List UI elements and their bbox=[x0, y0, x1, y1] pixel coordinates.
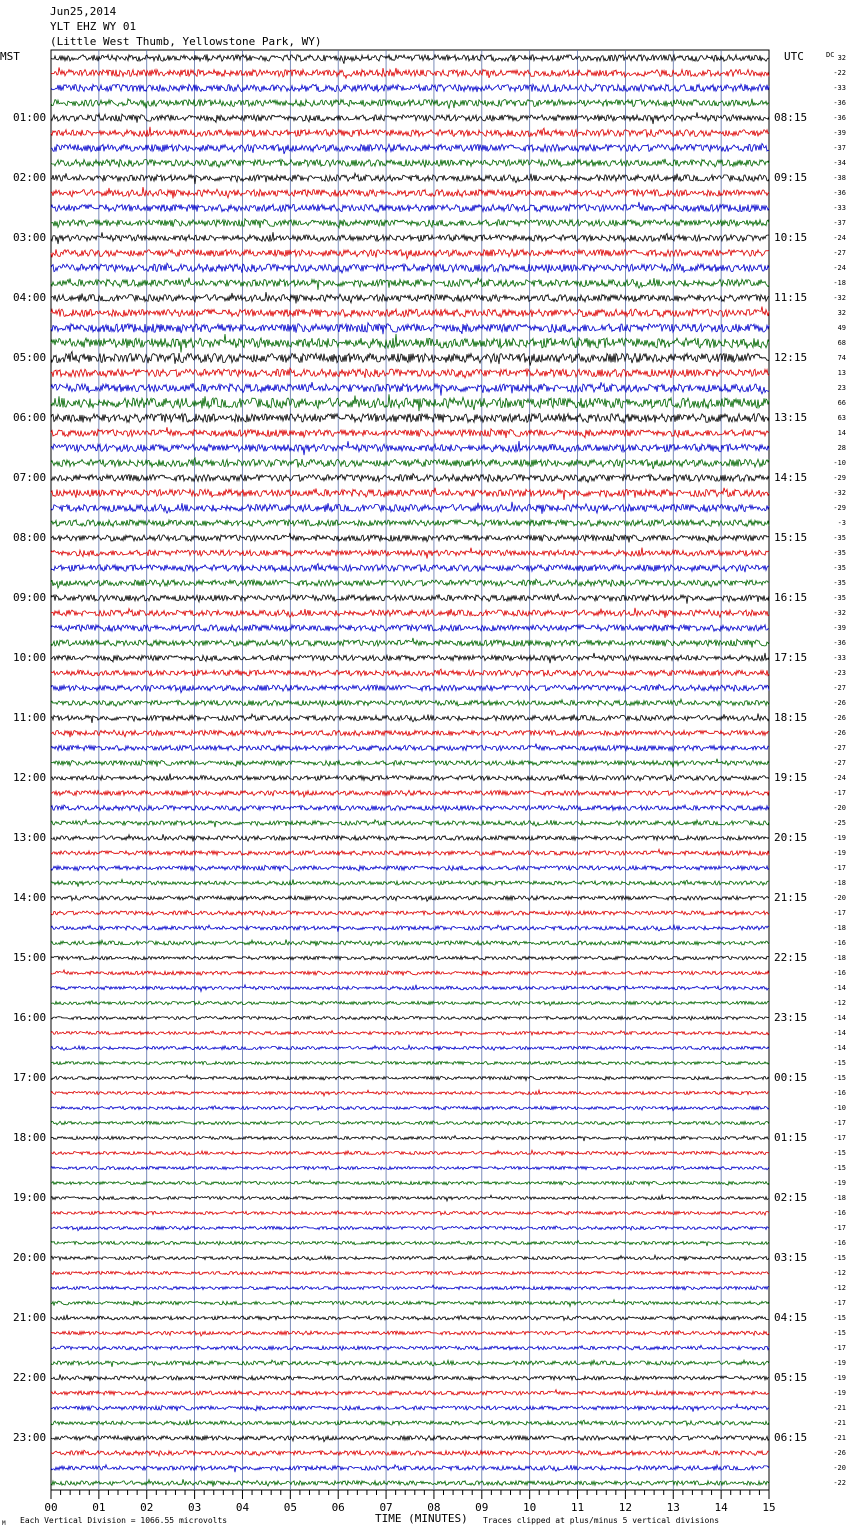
seismic-trace bbox=[51, 985, 769, 992]
scale-note: Each Vertical Division = 1066.55 microvolts bbox=[20, 1516, 228, 1525]
dc-offset-label: -27 bbox=[833, 684, 846, 692]
seismic-trace bbox=[51, 1075, 769, 1080]
right-hour-label: 03:15 bbox=[774, 1251, 808, 1264]
dc-offset-label: -17 bbox=[833, 864, 846, 872]
right-hour-label: 21:15 bbox=[774, 891, 808, 904]
seismic-trace bbox=[51, 187, 769, 198]
dc-header-label: DC bbox=[826, 51, 835, 59]
dc-offset-label: 14 bbox=[837, 429, 846, 437]
dc-offset-label: -24 bbox=[833, 774, 846, 782]
right-hour-label: 00:15 bbox=[774, 1071, 808, 1084]
x-tick-label: 03 bbox=[187, 1501, 202, 1514]
dc-offset-label: -15 bbox=[833, 1164, 846, 1172]
seismic-trace bbox=[51, 579, 769, 588]
dc-offset-label: -17 bbox=[833, 909, 846, 917]
dc-offset-label: -16 bbox=[833, 1209, 846, 1217]
seismic-trace bbox=[51, 759, 769, 768]
seismic-trace bbox=[51, 1315, 769, 1321]
seismic-trace bbox=[51, 849, 769, 855]
seismic-trace bbox=[51, 1479, 769, 1486]
dc-offset-label: -18 bbox=[833, 954, 846, 962]
seismic-trace bbox=[51, 865, 769, 871]
dc-offset-label: -3 bbox=[837, 519, 846, 527]
seismic-trace bbox=[51, 1450, 769, 1456]
seismic-trace bbox=[51, 1300, 769, 1307]
seismic-trace bbox=[51, 520, 769, 527]
dc-offset-label: -14 bbox=[833, 1014, 846, 1022]
seismic-trace bbox=[51, 382, 769, 396]
dc-offset-label: -17 bbox=[833, 1344, 846, 1352]
seismic-trace bbox=[51, 232, 769, 244]
seismic-trace bbox=[51, 1404, 769, 1411]
right-hour-label: 10:15 bbox=[774, 231, 808, 244]
seismic-trace bbox=[51, 368, 769, 378]
x-tick-label: 14 bbox=[714, 1501, 728, 1514]
dc-offset-label: 32 bbox=[837, 54, 846, 62]
dc-offset-label: -37 bbox=[833, 144, 846, 152]
dc-offset-label: -24 bbox=[833, 264, 846, 272]
left-hour-label: 17:00 bbox=[13, 1071, 47, 1084]
seismic-trace bbox=[51, 1121, 769, 1125]
dc-offset-label: -19 bbox=[833, 1359, 846, 1367]
right-hour-label: 19:15 bbox=[774, 771, 808, 784]
seismic-trace bbox=[51, 1331, 769, 1336]
seismic-trace bbox=[51, 1419, 769, 1425]
right-hour-label: 06:15 bbox=[774, 1431, 808, 1444]
dc-offset-label: 28 bbox=[837, 444, 846, 452]
seismic-trace bbox=[51, 730, 769, 737]
seismic-trace bbox=[51, 202, 769, 212]
seismic-trace bbox=[51, 653, 769, 663]
dc-offset-label: -17 bbox=[833, 789, 846, 797]
dc-offset-label: -26 bbox=[833, 729, 846, 737]
right-hour-label: 15:15 bbox=[774, 531, 808, 544]
dc-offset-label: 13 bbox=[837, 369, 846, 377]
left-hour-label: 13:00 bbox=[13, 831, 47, 844]
dc-offset-label: -35 bbox=[833, 579, 846, 587]
seismic-trace bbox=[51, 352, 769, 366]
seismic-trace bbox=[51, 1465, 769, 1472]
right-timezone-label: UTC bbox=[784, 50, 804, 63]
seismic-trace bbox=[51, 564, 769, 573]
dc-offset-label: -10 bbox=[833, 1104, 846, 1112]
dc-offset-label: -34 bbox=[833, 159, 846, 167]
x-tick-label: 01 bbox=[92, 1501, 106, 1514]
seismic-trace bbox=[51, 1045, 769, 1050]
dc-offset-label: -15 bbox=[833, 1074, 846, 1082]
dc-offset-label: -29 bbox=[833, 474, 846, 482]
dc-offset-label: 68 bbox=[837, 339, 846, 347]
x-tick-label: 06 bbox=[331, 1501, 345, 1514]
seismic-trace bbox=[51, 334, 769, 353]
dc-offset-label: -32 bbox=[833, 294, 846, 302]
right-hour-label: 18:15 bbox=[774, 711, 808, 724]
seismic-trace bbox=[51, 970, 769, 976]
clip-note: Traces clipped at plus/minus 5 vertical divisions bbox=[483, 1516, 720, 1525]
dc-offset-label: -36 bbox=[833, 189, 846, 197]
seismic-trace bbox=[51, 1390, 769, 1396]
seismic-trace bbox=[51, 1136, 769, 1141]
seismic-trace bbox=[51, 1375, 769, 1382]
seismic-trace bbox=[51, 307, 769, 318]
left-hour-label: 14:00 bbox=[13, 891, 47, 904]
dc-offset-label: -16 bbox=[833, 969, 846, 977]
seismic-trace bbox=[51, 414, 769, 423]
left-hour-label: 08:00 bbox=[13, 531, 47, 544]
left-hour-label: 05:00 bbox=[13, 351, 47, 364]
dc-offset-label: -20 bbox=[833, 1464, 846, 1472]
dc-offset-label: -35 bbox=[833, 594, 846, 602]
left-hour-label: 18:00 bbox=[13, 1131, 47, 1144]
dc-offset-label: -19 bbox=[833, 1389, 846, 1397]
x-tick-label: 09 bbox=[475, 1501, 489, 1514]
left-hour-label: 12:00 bbox=[13, 771, 47, 784]
dc-offset-label: -19 bbox=[833, 849, 846, 857]
seismic-trace bbox=[51, 84, 769, 92]
seismic-trace bbox=[51, 1180, 769, 1185]
dc-offset-label: -14 bbox=[833, 1029, 846, 1037]
seismic-trace bbox=[51, 820, 769, 827]
dc-offset-label: -22 bbox=[833, 1479, 846, 1487]
right-hour-label: 08:15 bbox=[774, 111, 808, 124]
dc-offset-label: -33 bbox=[833, 84, 846, 92]
left-hour-label: 19:00 bbox=[13, 1191, 47, 1204]
x-tick-label: 11 bbox=[570, 1501, 585, 1514]
seismic-trace bbox=[51, 834, 769, 841]
dc-offset-label: -33 bbox=[833, 654, 846, 662]
dc-offset-label: -23 bbox=[833, 669, 846, 677]
seismic-trace bbox=[51, 1195, 769, 1201]
seismic-trace bbox=[51, 533, 769, 543]
seismic-trace bbox=[51, 278, 769, 290]
x-tick-label: 02 bbox=[140, 1501, 154, 1514]
seismic-trace bbox=[51, 323, 769, 334]
left-hour-label: 22:00 bbox=[13, 1371, 47, 1384]
left-timezone-label: MST bbox=[0, 50, 20, 63]
x-tick-label: 05 bbox=[283, 1501, 297, 1514]
seismic-trace bbox=[51, 548, 769, 559]
left-hour-label: 15:00 bbox=[13, 951, 47, 964]
seismic-trace bbox=[51, 594, 769, 604]
seismic-trace bbox=[51, 112, 769, 124]
seismic-trace bbox=[51, 1106, 769, 1111]
dc-offset-label: -33 bbox=[833, 204, 846, 212]
seismic-trace bbox=[51, 805, 769, 811]
dc-offset-label: -15 bbox=[833, 1314, 846, 1322]
dc-offset-label: 23 bbox=[837, 384, 846, 392]
seismic-trace bbox=[51, 608, 769, 618]
seismic-trace bbox=[51, 219, 769, 228]
left-hour-label: 20:00 bbox=[13, 1251, 47, 1264]
seismic-trace bbox=[51, 925, 769, 932]
seismic-trace bbox=[51, 458, 769, 469]
seismic-trace bbox=[51, 159, 769, 168]
dc-offset-label: -36 bbox=[833, 99, 846, 107]
dc-offset-label: -12 bbox=[833, 999, 846, 1007]
dc-offset-label: -20 bbox=[833, 804, 846, 812]
x-tick-label: 10 bbox=[523, 1501, 537, 1514]
seismic-trace bbox=[51, 638, 769, 648]
dc-offset-label: -12 bbox=[833, 1269, 846, 1277]
dc-offset-label: 49 bbox=[837, 324, 846, 332]
corner-mark: M bbox=[2, 1520, 6, 1527]
seismic-trace bbox=[51, 625, 769, 632]
seismic-trace bbox=[51, 940, 769, 947]
dc-offset-label: 66 bbox=[837, 399, 846, 407]
dc-offset-label: -14 bbox=[833, 1044, 846, 1052]
left-hour-label: 01:00 bbox=[13, 111, 47, 124]
seismic-trace bbox=[51, 1211, 769, 1215]
dc-offset-label: -17 bbox=[833, 1299, 846, 1307]
dc-offset-label: -17 bbox=[833, 1119, 846, 1127]
seismic-trace bbox=[51, 394, 769, 411]
dc-offset-label: -12 bbox=[833, 1284, 846, 1292]
left-hour-label: 02:00 bbox=[13, 171, 47, 184]
x-tick-label: 13 bbox=[666, 1501, 680, 1514]
dc-offset-label: -17 bbox=[833, 1134, 846, 1142]
dc-offset-label: -39 bbox=[833, 624, 846, 632]
dc-offset-label: -36 bbox=[833, 639, 846, 647]
station-name: YLT EHZ WY 01 bbox=[50, 20, 137, 33]
seismic-trace bbox=[51, 774, 769, 781]
seismic-trace bbox=[51, 1255, 769, 1260]
seismic-trace bbox=[51, 1016, 769, 1020]
left-hour-label: 07:00 bbox=[13, 471, 47, 484]
dc-offset-label: -35 bbox=[833, 549, 846, 557]
left-hour-label: 03:00 bbox=[13, 231, 47, 244]
dc-offset-label: -24 bbox=[833, 234, 846, 242]
seismic-trace bbox=[51, 1001, 769, 1006]
seismic-trace bbox=[51, 790, 769, 797]
seismic-trace bbox=[51, 474, 769, 483]
seismic-trace bbox=[51, 427, 769, 438]
right-hour-label: 17:15 bbox=[774, 651, 808, 664]
dc-offset-label: 32 bbox=[837, 309, 846, 317]
seismic-trace bbox=[51, 1345, 769, 1350]
seismic-trace bbox=[51, 744, 769, 752]
dc-offset-label: -35 bbox=[833, 564, 846, 572]
dc-offset-label: -38 bbox=[833, 174, 846, 182]
seismic-trace bbox=[51, 127, 769, 138]
left-hour-label: 21:00 bbox=[13, 1311, 47, 1324]
dc-offset-label: -29 bbox=[833, 504, 846, 512]
seismic-trace bbox=[51, 956, 769, 960]
dc-offset-label: -17 bbox=[833, 1224, 846, 1232]
seismic-trace bbox=[51, 896, 769, 901]
station-location: (Little West Thumb, Yellowstone Park, WY) bbox=[50, 35, 322, 48]
seismic-trace bbox=[51, 1061, 769, 1064]
dc-offset-label: -27 bbox=[833, 249, 846, 257]
x-tick-label: 07 bbox=[379, 1501, 393, 1514]
right-hour-label: 23:15 bbox=[774, 1011, 808, 1024]
right-hour-label: 11:15 bbox=[774, 291, 808, 304]
dc-offset-label: -26 bbox=[833, 714, 846, 722]
left-hour-label: 10:00 bbox=[13, 651, 47, 664]
seismic-trace bbox=[51, 1031, 769, 1036]
dc-offset-label: -19 bbox=[833, 834, 846, 842]
left-hour-label: 09:00 bbox=[13, 591, 47, 604]
seismic-trace bbox=[51, 1150, 769, 1155]
dc-offset-label: -16 bbox=[833, 1089, 846, 1097]
x-tick-label: 04 bbox=[235, 1501, 250, 1514]
right-hour-label: 02:15 bbox=[774, 1191, 808, 1204]
dc-offset-label: -22 bbox=[833, 69, 846, 77]
right-hour-label: 22:15 bbox=[774, 951, 808, 964]
seismic-trace bbox=[51, 54, 769, 63]
x-tick-label: 15 bbox=[762, 1501, 776, 1514]
dc-offset-label: -37 bbox=[833, 219, 846, 227]
plot-date: Jun25,2014 bbox=[50, 5, 117, 18]
seismic-trace bbox=[51, 1090, 769, 1096]
seismic-trace bbox=[51, 441, 769, 455]
seismic-trace bbox=[51, 1271, 769, 1274]
x-tick-label: 12 bbox=[618, 1501, 633, 1514]
dc-offset-label: -20 bbox=[833, 894, 846, 902]
dc-offset-label: -21 bbox=[833, 1419, 846, 1427]
seismic-trace bbox=[51, 1436, 769, 1442]
left-hour-label: 04:00 bbox=[13, 291, 47, 304]
right-hour-label: 14:15 bbox=[774, 471, 808, 484]
seismic-trace bbox=[51, 173, 769, 184]
x-tick-label: 08 bbox=[427, 1501, 441, 1514]
seismic-trace bbox=[51, 1285, 769, 1290]
dc-offset-label: -32 bbox=[833, 609, 846, 617]
dc-offset-label: -39 bbox=[833, 129, 846, 137]
dc-offset-label: -16 bbox=[833, 1239, 846, 1247]
right-hour-label: 20:15 bbox=[774, 831, 808, 844]
x-axis-title: TIME (MINUTES) bbox=[375, 1512, 468, 1525]
dc-offset-label: -32 bbox=[833, 489, 846, 497]
dc-offset-label: -15 bbox=[833, 1329, 846, 1337]
seismic-trace bbox=[51, 488, 769, 500]
right-hour-label: 13:15 bbox=[774, 411, 808, 424]
dc-offset-label: -18 bbox=[833, 879, 846, 887]
dc-offset-label: -21 bbox=[833, 1404, 846, 1412]
dc-offset-label: -15 bbox=[833, 1149, 846, 1157]
dc-offset-label: -14 bbox=[833, 984, 846, 992]
dc-offset-label: -19 bbox=[833, 1374, 846, 1382]
seismic-trace bbox=[51, 263, 769, 273]
seismic-trace bbox=[51, 669, 769, 676]
right-hour-label: 01:15 bbox=[774, 1131, 808, 1144]
dc-offset-label: -18 bbox=[833, 924, 846, 932]
dc-offset-label: -18 bbox=[833, 1194, 846, 1202]
right-hour-label: 12:15 bbox=[774, 351, 808, 364]
left-hour-label: 23:00 bbox=[13, 1431, 47, 1444]
dc-offset-label: -21 bbox=[833, 1434, 846, 1442]
dc-offset-label: -26 bbox=[833, 699, 846, 707]
dc-offset-label: -15 bbox=[833, 1059, 846, 1067]
dc-offset-label: -15 bbox=[833, 1254, 846, 1262]
dc-offset-label: -18 bbox=[833, 279, 846, 287]
seismic-trace bbox=[51, 1166, 769, 1169]
seismic-trace bbox=[51, 502, 769, 514]
left-hour-label: 06:00 bbox=[13, 411, 47, 424]
seismic-trace bbox=[51, 879, 769, 886]
seismic-trace bbox=[51, 911, 769, 916]
seismic-trace bbox=[51, 249, 769, 258]
right-hour-label: 16:15 bbox=[774, 591, 808, 604]
seismic-trace bbox=[51, 685, 769, 693]
dc-offset-label: -19 bbox=[833, 1179, 846, 1187]
seismic-trace bbox=[51, 144, 769, 155]
dc-offset-label: -27 bbox=[833, 744, 846, 752]
seismic-trace bbox=[51, 1241, 769, 1246]
dc-offset-label: -26 bbox=[833, 1449, 846, 1457]
x-tick-label: 00 bbox=[44, 1501, 58, 1514]
seismic-trace bbox=[51, 1360, 769, 1367]
dc-offset-label: 74 bbox=[837, 354, 846, 362]
seismic-trace bbox=[51, 67, 769, 78]
dc-offset-label: 63 bbox=[837, 414, 846, 422]
left-hour-label: 16:00 bbox=[13, 1011, 47, 1024]
seismic-trace bbox=[51, 292, 769, 303]
dc-offset-label: -27 bbox=[833, 759, 846, 767]
seismic-trace bbox=[51, 714, 769, 723]
dc-offset-label: -36 bbox=[833, 114, 846, 122]
seismic-trace bbox=[51, 99, 769, 109]
seismic-trace bbox=[51, 699, 769, 706]
right-hour-label: 09:15 bbox=[774, 171, 808, 184]
dc-offset-label: -35 bbox=[833, 534, 846, 542]
right-hour-label: 04:15 bbox=[774, 1311, 808, 1324]
left-hour-label: 11:00 bbox=[13, 711, 47, 724]
dc-offset-label: -10 bbox=[833, 459, 846, 467]
dc-offset-label: -25 bbox=[833, 819, 846, 827]
dc-offset-label: -16 bbox=[833, 939, 846, 947]
seismic-trace bbox=[51, 1226, 769, 1231]
right-hour-label: 05:15 bbox=[774, 1371, 808, 1384]
